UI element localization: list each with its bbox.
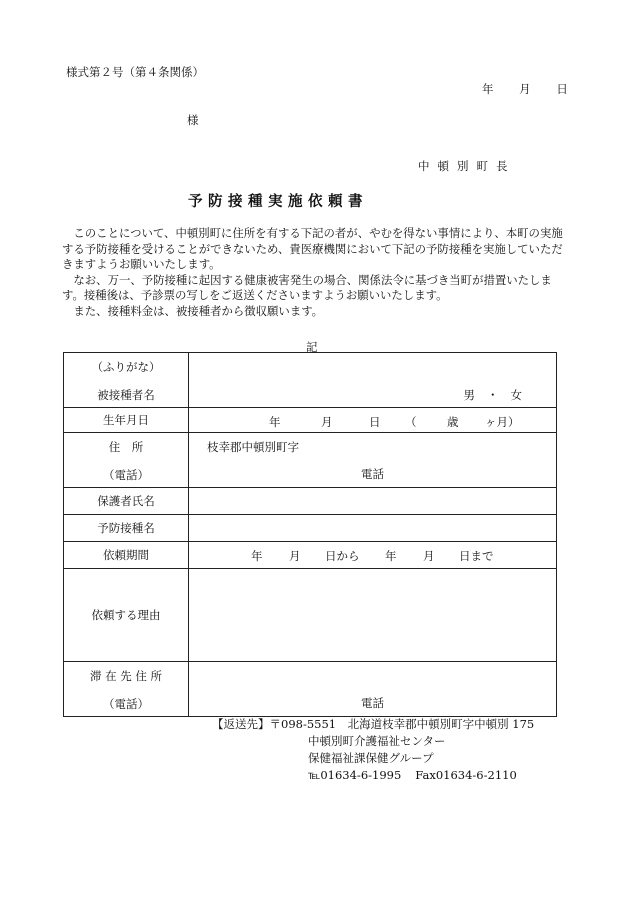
date-month-label: 月 [519,82,531,96]
birth-month-label: 月 [321,415,333,429]
address-label-cell [64,433,189,488]
return-address-block [212,716,534,784]
body-text [62,226,570,320]
table-row-period [64,542,557,569]
gender-options [458,387,529,403]
table-row-name [64,353,557,408]
return-contact-line [212,767,534,784]
table-row-stay-address [64,662,557,717]
address-prefix: 枝幸郡中頓別町字 [207,440,299,454]
issuer-name: 中頓別町長 [418,159,516,173]
table-row-reason [64,569,557,662]
name-label: 被接種者名 [97,388,155,402]
date-line [482,81,568,97]
reason-field[interactable] [189,569,557,662]
return-tel: ℡01634-6-1995 [308,768,402,782]
stay-phone-text: 電話 [361,696,384,710]
date-day-label: 日 [556,82,568,96]
ki-heading: 記 [306,340,318,354]
table-row-birthdate [64,408,557,433]
stay-phone-label: （電話） [103,697,149,711]
gender-separator: ・ [487,388,499,402]
period-end-day: 日まで [459,549,494,563]
period-field[interactable] [189,542,557,569]
body-paragraph-3: また、接種料金は、被接種者から徴収願います。 [73,303,324,318]
address-field[interactable] [189,433,557,488]
period-end-year: 年 [385,549,397,563]
return-line-1: 【返送先】〒098-5551 北海道枝幸郡中頓別町字中頓別 175 [212,717,535,731]
gender-male[interactable]: 男 [463,388,475,402]
table-row-address [64,433,557,488]
date-year-label: 年 [482,82,494,96]
guardian-field[interactable] [189,488,557,515]
stay-address-label: 滞 在 先 住 所 [89,669,163,683]
gender-female[interactable]: 女 [510,388,522,402]
period-start-day: 日から [325,549,360,563]
period-end-month: 月 [423,549,435,563]
document-title: 予防接種実施依頼書 [188,193,368,210]
return-line-3: 保健福祉課保健グループ [308,751,434,765]
period-label: 依頼期間 [64,542,189,569]
request-form-table [63,352,557,717]
birthdate-field[interactable] [189,408,557,433]
form-number: 様式第２号（第４条関係） [66,65,204,79]
body-paragraph-1: このことについて、中頓別町に住所を有する下記の者が、やむを得ない事情により、本町の実施する予防接種を受けることができないため、貴医療機関において下記の予防接種を実施していただきますようお願いいたします。 [62,226,563,272]
guardian-label: 保護者氏名 [64,488,189,515]
return-fax: Fax01634-6-2110 [415,768,517,782]
birth-day-label: 日 [369,415,381,429]
furigana-label: （ふりがな） [91,360,161,374]
vaccine-label: 予防接種名 [64,515,189,542]
birthdate-label: 生年月日 [64,408,189,433]
address-phone-label: （電話） [103,468,149,482]
period-start-year: 年 [251,549,263,563]
address-label: 住 所 [108,440,144,454]
body-paragraph-2: なお、万一、予防接種に起因する健康被害発生の場合、関係法令に基づき当町が措置いたします。接種後は、予診票の写しをご返送くださいますようお願いいたします。 [62,272,552,303]
stay-address-field[interactable] [189,662,557,717]
name-field[interactable] [189,353,557,408]
reason-label: 依頼する理由 [64,569,189,662]
birth-age-label: 歳 [447,415,459,429]
stay-address-label-cell [64,662,189,717]
vaccine-field[interactable] [189,515,557,542]
return-line-2: 中頓別町介護福祉センター [308,734,446,748]
birth-months-label: ヶ月） [485,415,520,429]
name-label-cell [64,353,189,408]
table-row-guardian [64,488,557,515]
table-row-vaccine [64,515,557,542]
birth-age-open: （ [405,415,417,429]
address-phone-text: 電話 [361,467,384,481]
birth-year-label: 年 [269,415,281,429]
period-start-month: 月 [289,549,301,563]
addressee-suffix: 様 [187,113,199,127]
